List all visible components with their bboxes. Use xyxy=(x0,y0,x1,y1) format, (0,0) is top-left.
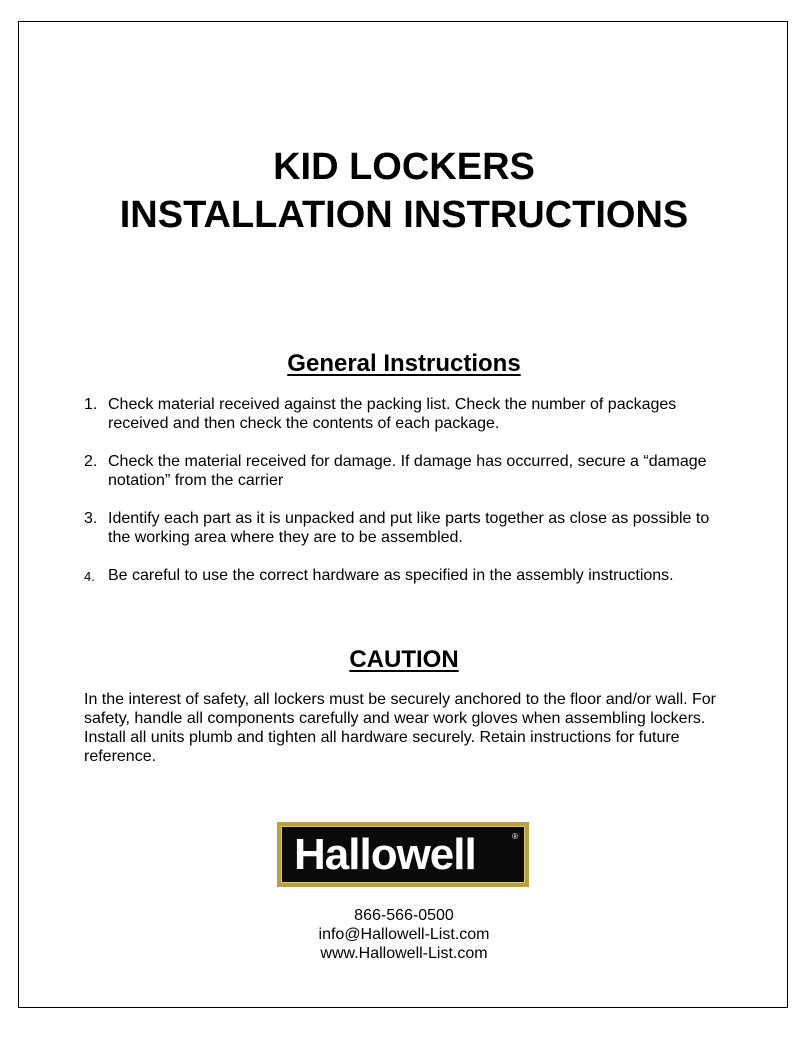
list-item xyxy=(84,566,734,585)
caution-text: In the interest of safety, all lockers must be securely anchored to the floor and/or wall. For safety, handle all components carefully and wear work gloves when assembling lockers. Install all units plumb and tighten all hardware securely. Retain instructions for future reference. xyxy=(84,691,717,765)
contact-email: info@Hallowell-List.com xyxy=(318,926,490,943)
list-item xyxy=(84,509,734,547)
contact-info xyxy=(0,906,808,963)
list-item-text: Be careful to use the correct hardware as specified in the assembly instructions. xyxy=(108,567,674,584)
list-item-number: 4. xyxy=(84,569,95,584)
list-item-number: 3. xyxy=(84,510,98,527)
instructions-list xyxy=(84,395,734,604)
logo-badge xyxy=(281,826,525,883)
title-line-1: KID LOCKERS xyxy=(273,146,535,188)
list-item xyxy=(84,395,734,433)
list-item xyxy=(84,452,734,490)
contact-phone: 866-566-0500 xyxy=(354,907,454,924)
document-title xyxy=(0,143,808,239)
caution-heading: CAUTION xyxy=(349,646,459,673)
hallowell-logo xyxy=(277,822,529,887)
list-item-text: Identify each part as it is unpacked and put like parts together as close as possible to the working area where they are to be assembled. xyxy=(108,510,710,546)
list-item-text: Check the material received for damage. If damage has occurred, secure a “damage notation” from the carrier xyxy=(108,453,707,489)
registered-mark-icon: ® xyxy=(512,832,518,841)
general-instructions-heading: General Instructions xyxy=(287,350,521,377)
title-line-2: INSTALLATION INSTRUCTIONS xyxy=(119,194,689,236)
list-item-number: 2. xyxy=(84,453,98,470)
list-item-text: Check material received against the packing list. Check the number of packages received and then check the contents of each package. xyxy=(108,396,677,432)
list-item-number: 1. xyxy=(84,396,98,413)
logo-text: Hallowell xyxy=(294,830,476,879)
contact-website: www.Hallowell-List.com xyxy=(320,945,488,962)
